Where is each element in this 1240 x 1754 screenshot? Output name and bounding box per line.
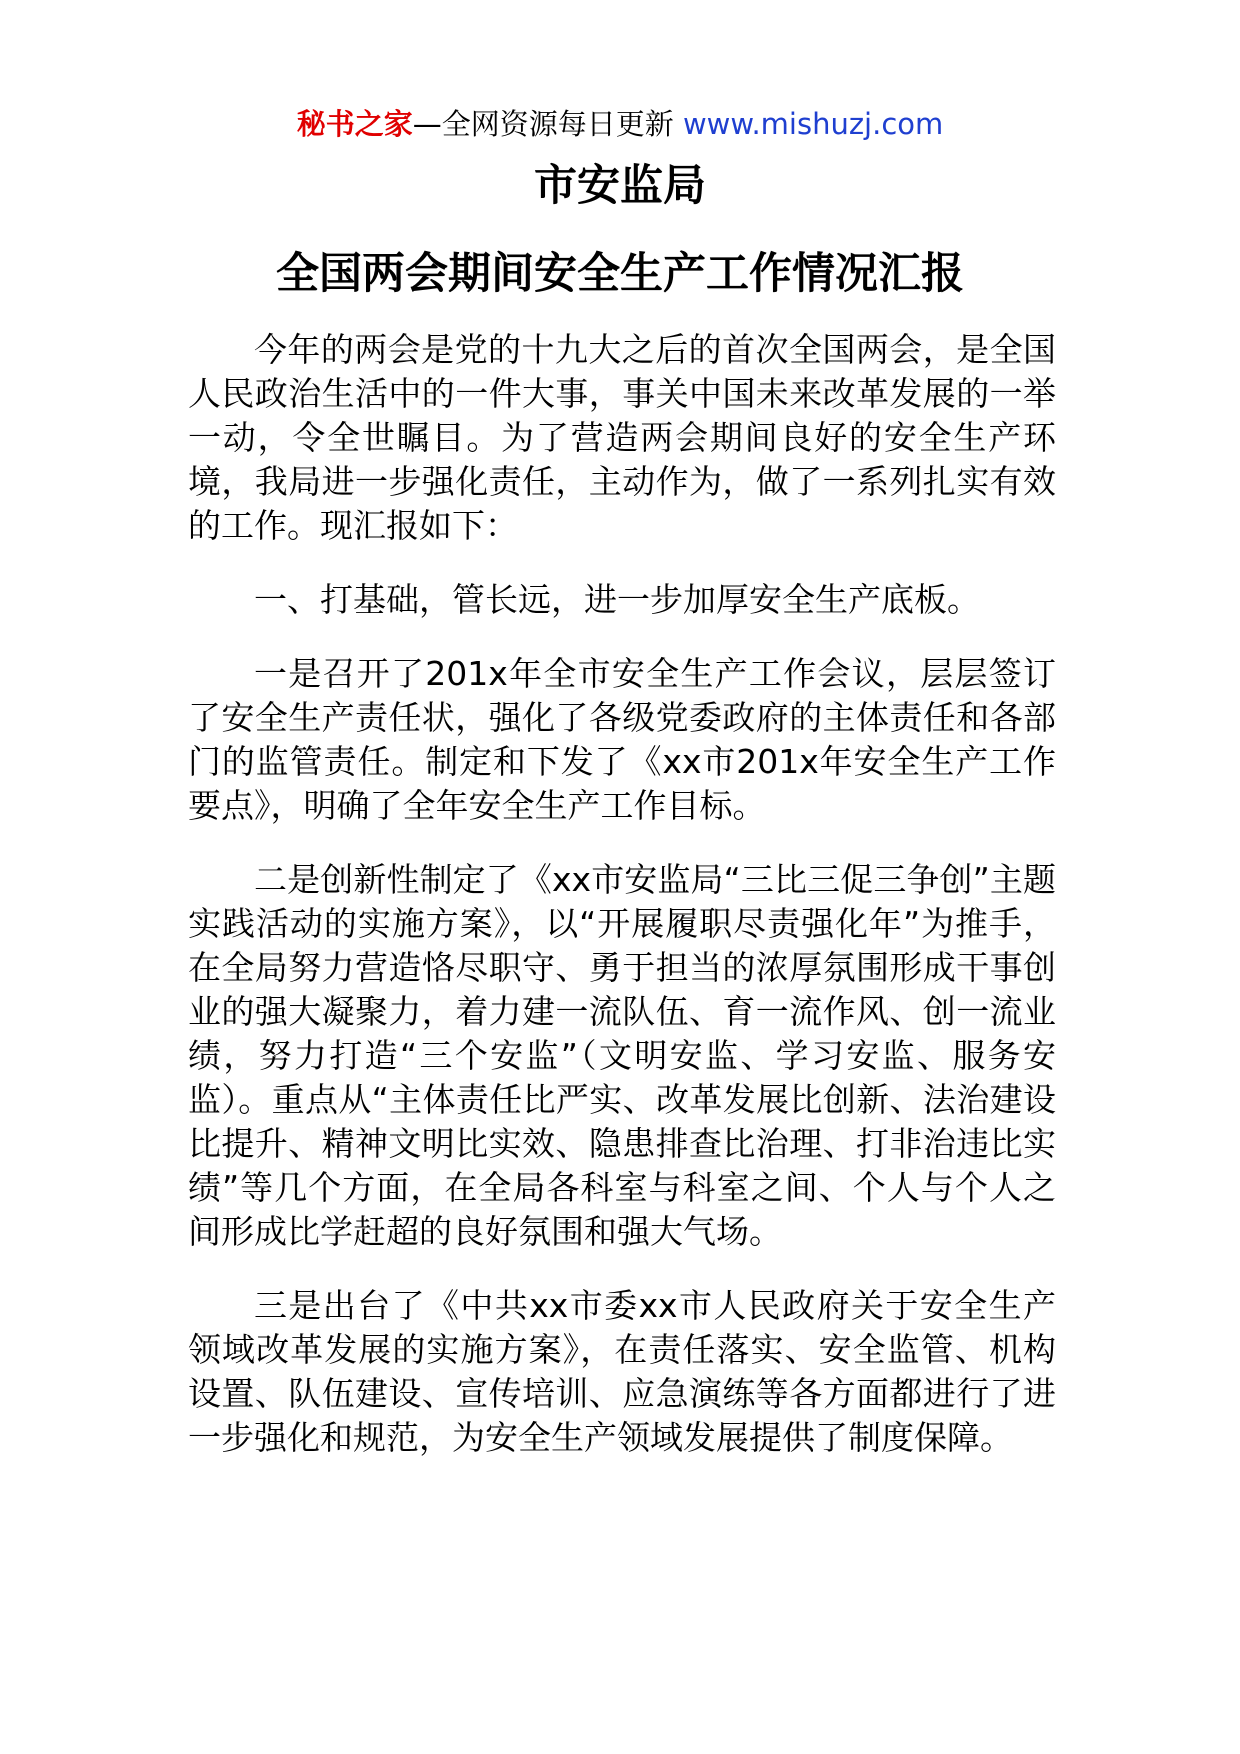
document-title-org: 市安监局 bbox=[534, 161, 706, 211]
paragraph-point-one: 一是召开了201x年全市安全生产工作会议，层层签订了安全生产责任状，强化了各级党委政府的主体责任和各部门的监管责任。制定和下发了《xx市201x年安全生产工作要点》，明确了全年安全生产工作目标。 bbox=[188, 654, 1056, 825]
document-title-main: 全国两会期间安全生产工作情况汇报 bbox=[276, 249, 964, 299]
paragraph-point-two: 二是创新性制定了《xx市安监局“三比三促三争创”主题实践活动的实施方案》，以“开展履职尽责强化年”为推手，在全局努力营造恪尽职守、勇于担当的浓厚氛围形成干事创业的强大凝聚力，着力建一流队伍、育一流作风、创一流业绩，努力打造“三个安监”（文明安监、学习安监、服务安监）。重点从“主体责任比严实、改革发展比创新、法治建设比提升、精神文明比实效、隐患排查比治理、打非治违比实绩”等几个方面，在全局各科室与科室之间、个人与个人之间形成比学赶超的良好氛围和强大气场。 bbox=[188, 860, 1056, 1251]
header-slogan: —全网资源每日更新 bbox=[412, 107, 674, 141]
document-body bbox=[188, 328, 1056, 1490]
paragraph-section-heading: 一、打基础，管长远，进一步加厚安全生产底板。 bbox=[254, 580, 980, 619]
brand-name: 秘书之家 bbox=[296, 107, 413, 141]
paragraph-point-three: 三是出台了《中共xx市委xx市人民政府关于安全生产领域改革发展的实施方案》，在责任落实、安全监管、机构设置、队伍建设、宣传培训、应急演练等各方面都进行了进一步强化和规范，为安全生产领域发展提供了制度保障。 bbox=[188, 1286, 1056, 1457]
site-url-link[interactable]: www.mishuzj.com bbox=[682, 107, 944, 141]
site-header bbox=[0, 104, 1240, 144]
paragraph-intro: 今年的两会是党的十九大之后的首次全国两会，是全国人民政治生活中的一件大事，事关中国未来改革发展的一举一动，令全世瞩目。为了营造两会期间良好的安全生产环境，我局进一步强化责任，主动作为，做了一系列扎实有效的工作。现汇报如下： bbox=[188, 330, 1056, 545]
